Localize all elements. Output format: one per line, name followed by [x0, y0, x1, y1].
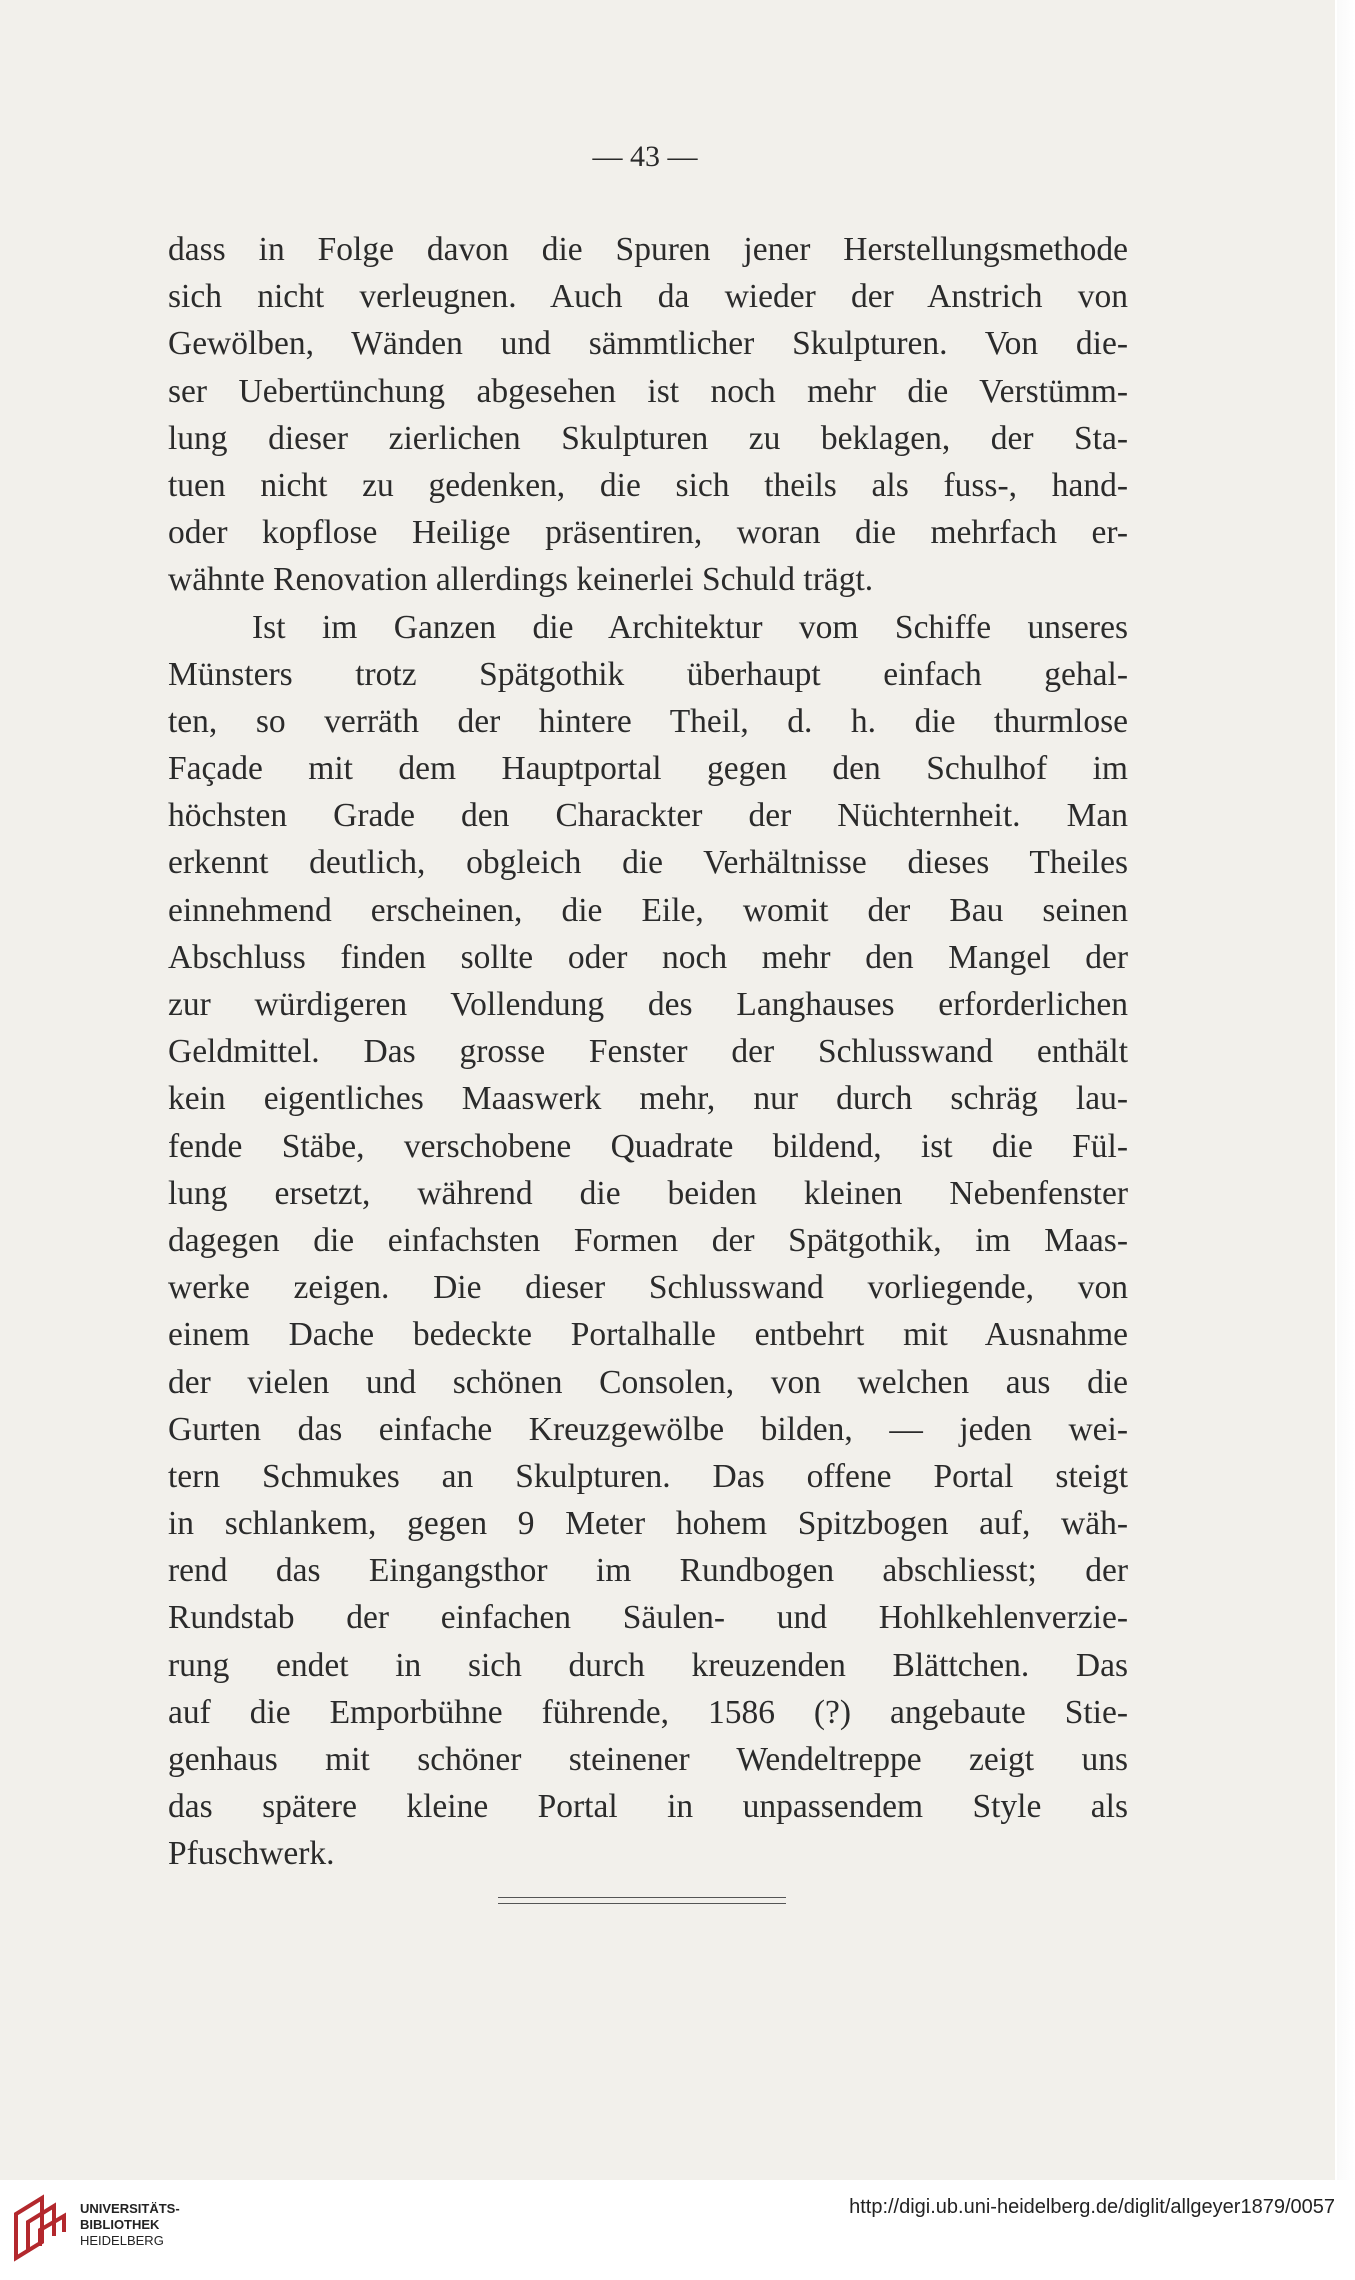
text-line: Rundstab der einfachen Säulen- und Hohlkehlenverzie- [168, 1599, 1128, 1637]
text-line: der vielen und schönen Consolen, von welchen aus die [168, 1363, 1128, 1401]
text-line: rend das Eingangsthor im Rundbogen abschliesst; der [168, 1552, 1128, 1590]
text-line: Abschluss finden sollte oder noch mehr den Mangel der [168, 938, 1128, 976]
text-line: ten, so verräth der hintere Theil, d. h. die thurmlose [168, 702, 1128, 740]
source-url-link[interactable]: http://digi.ub.uni-heidelberg.de/diglit/allgeyer1879/0057 [849, 2196, 1335, 2218]
text-line: dass in Folge davon die Spuren jener Herstellungsmethode [168, 231, 1128, 268]
text-line: einnehmend erscheinen, die Eile, womit der Bau seinen [168, 891, 1128, 929]
text-line: lung ersetzt, während die beiden kleinen Nebenfenster [168, 1174, 1128, 1212]
text-line: fende Stäbe, verschobene Quadrate bildend, ist die Fül- [168, 1127, 1128, 1165]
text-line: rung endet in sich durch kreuzenden Blättchen. Das [168, 1646, 1128, 1684]
text-line: sich nicht verleugnen. Auch da wieder der Anstrich von [168, 278, 1128, 316]
text-line: lung dieser zierlichen Skulpturen zu beklagen, der Sta- [168, 419, 1128, 457]
page-edge [1337, 0, 1355, 2180]
library-name [80, 2201, 180, 2249]
footer-bar [0, 2180, 1355, 2280]
text-line: genhaus mit schöner steinener Wendeltreppe zeigt uns [168, 1741, 1128, 1778]
library-name-line: UNIVERSITÄTS- [80, 2201, 180, 2216]
text-line: einem Dache bedeckte Portalhalle entbehrt mit Ausnahme [168, 1316, 1128, 1354]
text-line: wähnte Renovation allerdings keinerlei Schuld trägt. [168, 561, 874, 599]
text-line: tern Schmukes an Skulpturen. Das offene Portal steigt [168, 1457, 1128, 1495]
text-line: in schlankem, gegen 9 Meter hohem Spitzbogen auf, wäh- [168, 1505, 1128, 1543]
text-line: das spätere kleine Portal in unpassendem Style als [168, 1788, 1128, 1826]
text-line: werke zeigen. Die dieser Schlusswand vorliegende, von [168, 1269, 1128, 1307]
library-name-line: HEIDELBERG [80, 2233, 164, 2248]
text-line: Gewölben, Wänden und sämmtlicher Skulpturen. Von die- [168, 325, 1128, 363]
text-line: tuen nicht zu gedenken, die sich theils als fuss-, hand- [168, 466, 1128, 504]
text-line: auf die Emporbühne führende, 1586 (?) angebaute Stie- [168, 1693, 1128, 1731]
text-line: Gurten das einfache Kreuzgewölbe bilden, — jeden wei- [168, 1410, 1128, 1448]
text-line: Pfuschwerk. [168, 1835, 335, 1873]
library-name-line: BIBLIOTHEK [80, 2217, 160, 2232]
text-line: kein eigentliches Maaswerk mehr, nur durch schräg lau- [168, 1080, 1128, 1118]
text-line: erkennt deutlich, obgleich die Verhältnisse dieses Theiles [168, 844, 1128, 882]
text-line: Façade mit dem Hauptportal gegen den Schulhof im [168, 750, 1128, 788]
text-line: zur würdigeren Vollendung des Langhauses erforderlichen [168, 986, 1128, 1023]
page-number: — 43 — [592, 140, 698, 173]
end-rule [498, 1897, 786, 1904]
text-line: dagegen die einfachsten Formen der Spätgothik, im Maas- [168, 1221, 1128, 1259]
text-line: höchsten Grade den Charackter der Nüchternheit. Man [168, 797, 1128, 835]
text-line: Ist im Ganzen die Architektur vom Schiffe unseres [252, 608, 1128, 646]
text-line: oder kopflose Heilige präsentiren, woran die mehrfach er- [168, 514, 1128, 552]
text-line: Münsters trotz Spätgothik überhaupt einfach gehal- [168, 655, 1128, 693]
library-logo-icon [12, 2192, 68, 2262]
body-text [168, 226, 1128, 1878]
text-line: Geldmittel. Das grosse Fenster der Schlusswand enthält [168, 1033, 1128, 1071]
text-line: ser Uebertünchung abgesehen ist noch mehr die Verstümm- [168, 372, 1128, 410]
